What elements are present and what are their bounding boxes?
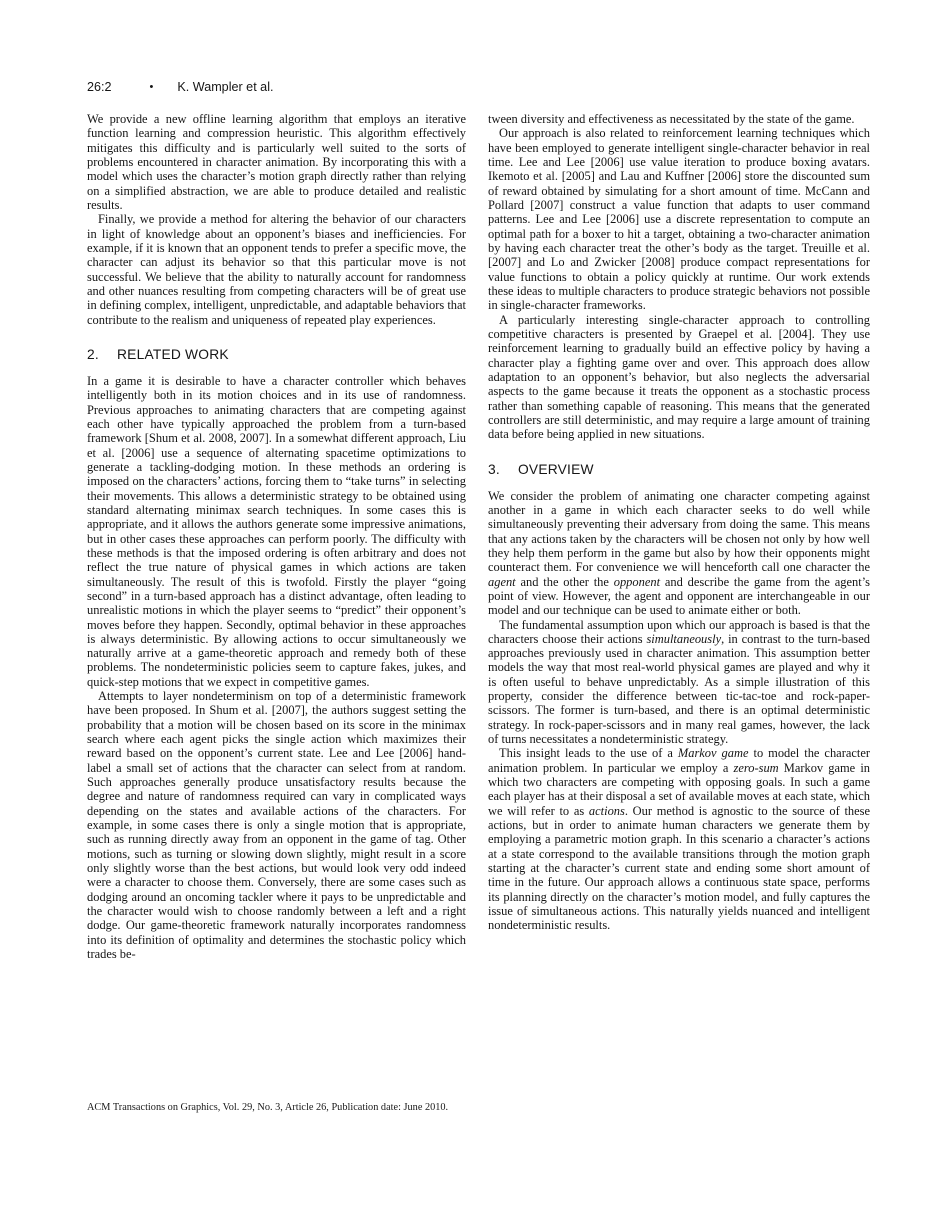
- section-heading-related-work: [87, 347, 466, 362]
- section-title: OVERVIEW: [518, 461, 594, 477]
- bullet-separator-icon: •: [149, 81, 154, 93]
- paragraph-related-nondeterminism: Attempts to layer nondeterminism on top of a deterministic framework have been proposed. In Shum et al. [2007], the authors suggest setting the probability that a motion will be chosen based on its score in the minimax search where each agent picks the single action which maximizes their reward based on the opponent’s current state. Lee and Lee [2006] hand-label a small set of actions that the character can select from at random. Such approaches generally produce unsatisfactory results because the degree and nature of randomness required can vary in complicated ways depending on the states and available actions of the characters. For example, in some cases there is only a single motion that is appropriate, such as running directly away from an opponent in the game of tag. Other motions, such as turning or slowing down slightly, might result in a score only slightly worse than the best actions, but would look very odd indeed were a character to choose them. Conversely, there are some cases such as dodging around an oncoming tackler where it pays to be unpredictable and the character would wish to choose randomly between a left and a right dodge. Our game-theoretic framework naturally incorporates randomness into its definition of optimality and determines the stochastic policy which trades be-: [87, 689, 466, 962]
- two-column-body: [87, 112, 870, 961]
- paragraph-graepel-approach: A particularly interesting single-character approach to controlling competitive characters is presented by Graepel et al. [2004]. They use reinforcement learning to gradually build an effective policy by having a character play a fighting game over and over. This approach does allow adaptation to an opponent’s behavior, but also neglects the adversarial aspects to the game because it treats the opponent as a stochastic process rather than something capable of reasoning. This means that the generated controllers are still deterministic, and may require a large amount of training data before being applied in new situations.: [488, 312, 870, 442]
- paragraph-intro-algorithm: We provide a new offline learning algorithm that employs an iterative function learning and compression heuristic. This algorithm effectively mitigates this difficulty and is particularly well suited to the sorts of problems encountered in character animation. By incorporating this with a model which uses the character’s motion graph directly rather than relying on a simplified abstraction, we are able to produce detailed and realistic results.: [87, 112, 466, 212]
- paragraph-continuation: tween diversity and effectiveness as necessitated by the state of the game.: [488, 112, 855, 126]
- paragraph-related-turnbased: In a game it is desirable to have a character controller which behaves intelligently both in its motion choices and in its use of randomness. Previous approaches to animating characters that are competing against each other have typically approached the problem from a turn-based framework [Shum et al. 2008, 2007]. In a somewhat different approach, Liu et al. [2006] use a sequence of alternating spacetime optimizations to generate a tackling-dodging motion. In these methods an ordering is imposed on the characters’ actions, forcing them to “take turns” in selecting their movements. This allows a deterministic strategy to be obtained using standard alternating minimax search techniques. In some cases this is appropriate, and it allows the authors generate some impressive animations, but in other cases these approaches can perform poorly. The difficulty with these methods is that the imposed ordering is often arbitrary and does not reflect the true nature of physical games in which actions are taken simultaneously. The result of this is twofold. Firstly the player “going second” in a turn-based approach has a distinct advantage, often leading to unrealistic motions in which the player seems to “predict” their opponent’s moves before they happen. Secondly, optimal behavior in these approaches is always deterministic. By allowing actions to occur simultaneously we naturally arrive at a game-theoretic approach and remedy both of these problems. The nondeterministic policies seem to capture fakes, jukes, and quick-step motions that we expect in competitive games.: [87, 373, 466, 689]
- paragraph-overview-markov-game: This insight leads to the use of a Markov game to model the character animation problem. In particular we employ a zero-sum Markov game in which two characters are competing with opposing goals. In such a game each player has at their disposal a set of available moves at each state, which we will refer to as actions. Our method is agnostic to the source of these actions, but in order to animate human characters we generate them by employing a parametric motion graph. In this scenario a character’s actions at a state correspond to the available transitions through the motion graph starting at the character’s current state and ending some short amount of time in the future. Our approach allows a continuous state space, performs its planning directly on the character’s motion model, and fully captures the issue of simultaneous actions. This naturally yields nuanced and intelligent nondeterministic results.: [488, 746, 871, 933]
- paragraph-overview-simultaneous: The fundamental assumption upon which our approach is based is that the characters choose their actions simultaneously, in contrast to the turn-based approaches previously used in character animation. This assumption better models the way that most real-world physical games are played and why it is often useful to behave unpredictably. As a simple illustration of this property, consider the difference between tic-tac-toe and rock-paper-scissors. The former is turn-based, and there is an optimal deterministic strategy. In rock-paper-scissors and in many real games, however, the lack of turns necessitates a nondeterministic strategy.: [488, 617, 870, 747]
- paragraph-overview-problem: We consider the problem of animating one character competing against another in a game in which each character seeks to do well while simultaneously preventing their adversary from doing the same. This means that any actions taken by the characters will be chosen not only by how well they help them perform in the game but also by how their opponents might counteract them. For convenience we will henceforth call one character the agent and the other the opponent and describe the game from the agent’s point of view. However, the agent and opponent are interchangeable in our model and our technique can be used to animate either or both.: [488, 488, 871, 618]
- section-title: RELATED WORK: [117, 346, 229, 362]
- paragraph-reinforcement-learning: Our approach is also related to reinforcement learning techniques which have been employed to generate intelligent single-character behavior in real time. Lee and Lee [2006] use value iteration to produce boxing avatars. Ikemoto et al. [2005] and Lau and Kuffner [2006] store the discounted sum of reward obtained by simulating for a short amount of time. McCann and Pollard [2007] construct a value function that adapts to user command patterns. Lee and Lee [2006] use a discrete representation to compute an optimal path for a boxer to hit a target, obtaining a two-character animation by having each character treat the other’s body as the target. Treuille et al. [2007] and Lo and Zwicker [2008] produce compact representations for value functions to obtain a policy quickly at runtime. Our work extends these ideas to multiple characters to produce strategic behaviors not possible in single-character frameworks.: [488, 126, 870, 313]
- paragraph-intro-opponent-model: Finally, we provide a method for altering the behavior of our characters in light of knowledge about an opponent’s biases and inefficiencies. For example, if it is known that an opponent tends to prefer a specific move, the character can adjust its behavior so that this particular move is not successful. We believe that the ability to naturally account for randomness and other nuances resulting from competing characters will be of great use in defining complex, intelligent, unpredictable, and adaptable behaviors that contribute to the realism and uniqueness of repeated play experiences.: [87, 212, 466, 327]
- running-head: [87, 80, 274, 94]
- running-authors: K. Wampler et al.: [177, 80, 274, 94]
- section-number: 3.: [488, 461, 500, 477]
- journal-footer: [87, 1102, 448, 1113]
- footer-text: ACM Transactions on Graphics, Vol. 29, No. 3, Article 26, Publication date: June 2010.: [87, 1102, 449, 1113]
- right-column: [488, 112, 870, 961]
- section-number: 2.: [87, 346, 99, 362]
- page-number: 26:2: [87, 80, 112, 94]
- left-column: [87, 112, 466, 961]
- section-heading-overview: [488, 462, 870, 477]
